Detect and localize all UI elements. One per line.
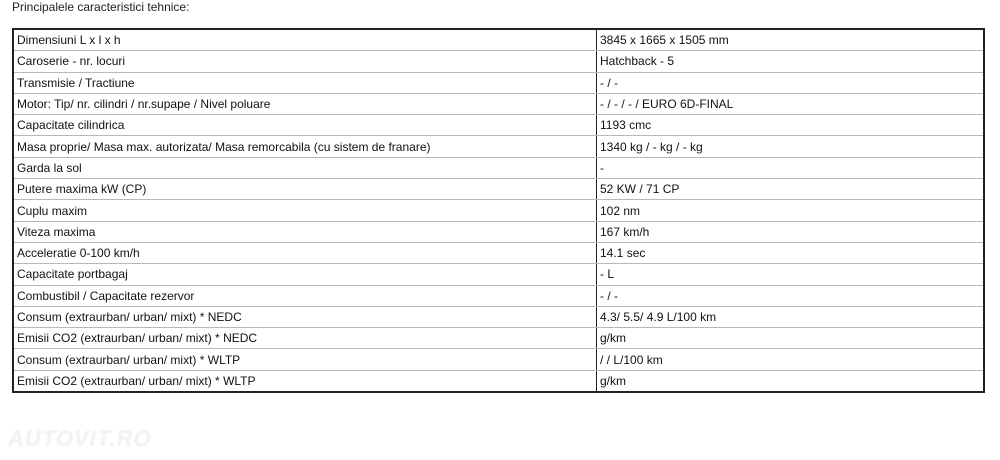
table-row [13, 51, 984, 72]
spec-value: - L [597, 264, 985, 285]
table-row [13, 328, 984, 349]
table-row [13, 179, 984, 200]
table-row [13, 349, 984, 370]
spec-value: - / - [597, 285, 985, 306]
spec-value: 1193 cmc [597, 115, 985, 136]
spec-value: 4.3/ 5.5/ 4.9 L/100 km [597, 306, 985, 327]
specifications-table [12, 28, 985, 393]
table-row [13, 200, 984, 221]
spec-value: 102 nm [597, 200, 985, 221]
spec-value: Hatchback - 5 [597, 51, 985, 72]
table-row [13, 72, 984, 93]
table-row [13, 157, 984, 178]
table-row [13, 115, 984, 136]
spec-value: / / L/100 km [597, 349, 985, 370]
spec-label: Cuplu maxim [13, 200, 597, 221]
table-row [13, 285, 984, 306]
table-row [13, 264, 984, 285]
spec-value: - / - [597, 72, 985, 93]
spec-value: 1340 kg / - kg / - kg [597, 136, 985, 157]
spec-value: - [597, 157, 985, 178]
spec-value: g/km [597, 328, 985, 349]
table-row [13, 370, 984, 392]
watermark-logo: AUTOVIT.RO [8, 426, 152, 451]
spec-label: Dimensiuni L x l x h [13, 29, 597, 51]
spec-value: 52 KW / 71 CP [597, 179, 985, 200]
spec-value: 3845 x 1665 x 1505 mm [597, 29, 985, 51]
spec-label: Putere maxima kW (CP) [13, 179, 597, 200]
spec-label: Emisii CO2 (extraurban/ urban/ mixt) * NEDC [13, 328, 597, 349]
table-row [13, 306, 984, 327]
spec-label: Consum (extraurban/ urban/ mixt) * NEDC [13, 306, 597, 327]
spec-label: Emisii CO2 (extraurban/ urban/ mixt) * WLTP [13, 370, 597, 392]
spec-value: - / - / - / EURO 6D-FINAL [597, 93, 985, 114]
spec-label: Capacitate cilindrica [13, 115, 597, 136]
spec-value: 167 km/h [597, 221, 985, 242]
spec-label: Capacitate portbagaj [13, 264, 597, 285]
table-row [13, 242, 984, 263]
table-row [13, 29, 984, 51]
spec-label: Masa proprie/ Masa max. autorizata/ Masa remorcabila (cu sistem de franare) [13, 136, 597, 157]
spec-label: Caroserie - nr. locuri [13, 51, 597, 72]
spec-label: Garda la sol [13, 157, 597, 178]
table-row [13, 93, 984, 114]
spec-label: Motor: Tip/ nr. cilindri / nr.supape / Nivel poluare [13, 93, 597, 114]
spec-label: Combustibil / Capacitate rezervor [13, 285, 597, 306]
table-row [13, 221, 984, 242]
spec-value: g/km [600, 373, 627, 388]
spec-label: Viteza maxima [13, 221, 597, 242]
table-row [13, 136, 984, 157]
spec-label: Acceleratie 0-100 km/h [13, 242, 597, 263]
spec-label: Consum (extraurban/ urban/ mixt) * WLTP [13, 349, 597, 370]
section-heading: Principalele caracteristici tehnice: [12, 0, 190, 14]
spec-label: Transmisie / Tractiune [13, 72, 597, 93]
spec-value: 14.1 sec [597, 242, 985, 263]
